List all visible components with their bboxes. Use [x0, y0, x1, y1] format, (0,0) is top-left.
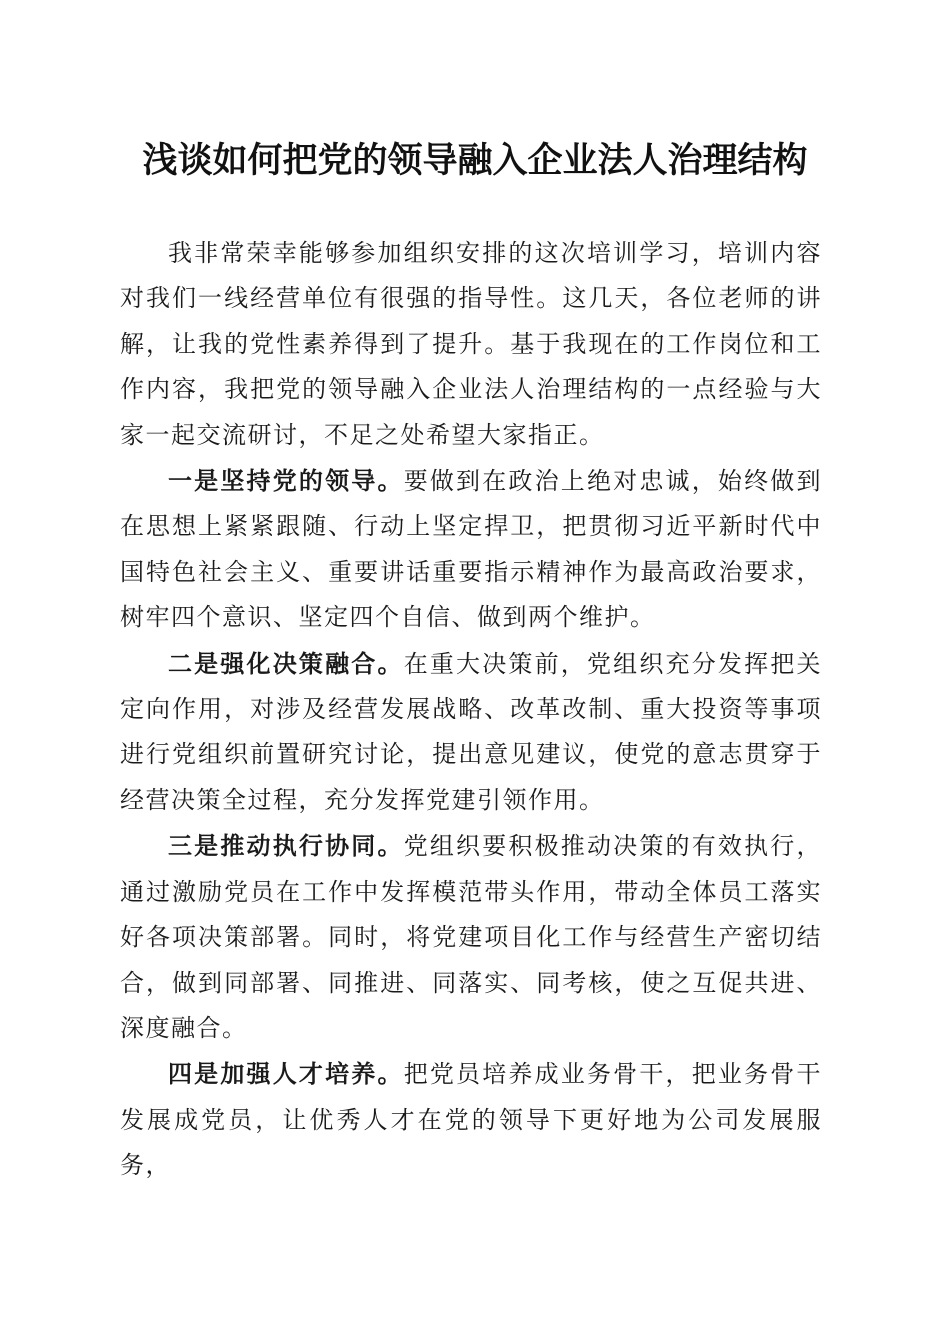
paragraph-point-3: [120, 823, 822, 1051]
paragraph-lead: 一是坚持党的领导。: [168, 466, 404, 496]
paragraph-point-4: [120, 1051, 822, 1188]
paragraph-text: 在重大决策前，党组织充分发挥把关定向作用，对涉及经营发展战略、改革改制、重大投资等事项进行党组织前置研究讨论，提出意见建议，使党的意志贯穿于经营决策全过程，充分发挥党建引领作用。: [120, 649, 822, 814]
paragraph-text: 党组织要积极推动决策的有效执行，通过激励党员在工作中发挥模范带头作用，带动全体员工落实好各项决策部署。同时，将党建项目化工作与经营生产密切结合，做到同部署、同推进、同落实、同考核，使之互促共进、深度融合。: [120, 832, 822, 1042]
paragraph-point-1: [120, 458, 822, 641]
document-title: 浅谈如何把党的领导融入企业法人治理结构: [142, 140, 808, 181]
document-body: [120, 230, 822, 1189]
paragraph-text: 要做到在政治上绝对忠诚，始终做到在思想上紧紧跟随、行动上坚定捍卫，把贯彻习近平新时代中国特色社会主义、重要讲话重要指示精神作为最高政治要求，树牢四个意识、坚定四个自信、做到两个维护。: [120, 467, 822, 632]
paragraph-lead: 二是强化决策融合。: [168, 648, 404, 678]
paragraph-text: 我非常荣幸能够参加组织安排的这次培训学习，培训内容对我们一线经营单位有很强的指导性。这几天，各位老师的讲解，让我的党性素养得到了提升。基于我现在的工作岗位和工作内容，我把党的领导融入企业法人治理结构的一点经验与大家一起交流研讨，不足之处希望大家指正。: [120, 239, 822, 449]
paragraph-point-2: [120, 641, 822, 824]
paragraph-text: 把党员培养成业务骨干，把业务骨干发展成党员，让优秀人才在党的领导下更好地为公司发展服务，: [120, 1060, 822, 1180]
paragraph-lead: 四是加强人才培养。: [168, 1059, 404, 1089]
paragraph-lead: 三是推动执行协同。: [168, 831, 404, 861]
paragraph-intro: [120, 230, 822, 458]
